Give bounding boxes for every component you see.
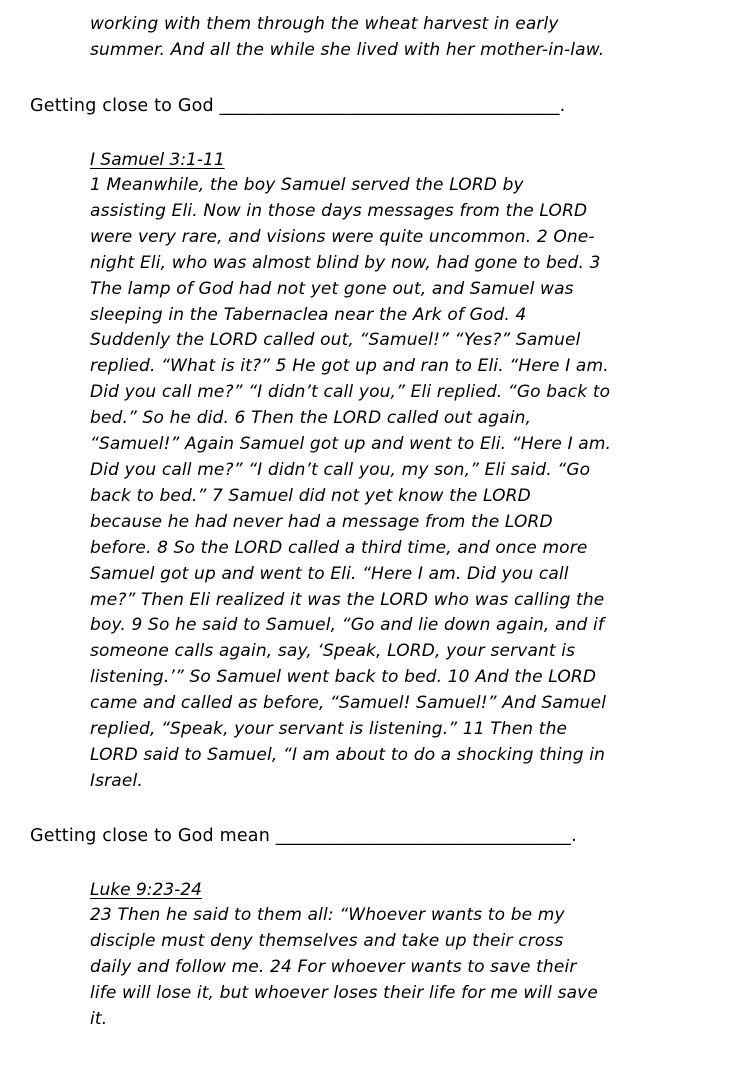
fill-in-heading-2: Getting close to God mean _________________________________. <box>30 826 577 846</box>
scripture-passage-1: 1 Meanwhile, the boy Samuel served the LORD by assisting Eli. Now in those days messages from the LORD were very rare, and visions were quite uncommon. 2 One- night Eli, who was almost blind by now, had gone to bed. 3 The lamp of God had not yet gone out, and Samuel was sleeping in the Tabernaclea near the Ark of God. 4 Suddenly the LORD called out, “Samuel!” “Yes?” Samuel replied. “What is it?” 5 He got up and ran to Eli. “Here I am. Did you call me?” “I didn’t call you,” Eli replied. “Go back to bed.” So he did. 6 Then the LORD called out again, “Samuel!” Again Samuel got up and went to Eli. “Here I am. Did you call me?” “I didn’t call you, my son,” Eli said. “Go back to bed.” 7 Samuel did not yet know the LORD because he had never had a message from the LORD before. 8 So the LORD called a third time, and once more Samuel got up and went to Eli. “Here I am. Did you call me?” Then Eli realized it was the LORD who was calling the boy. 9 So he said to Samuel, “Go and lie down again, and if someone calls again, say, ‘Speak, LORD, your servant is listening.’” So Samuel went back to bed. 10 And the LORD came and called as before, “Samuel! Samuel!” And Samuel replied, “Speak, your servant is listening.” 11 Then the LORD said to Samuel, “I am about to do a shocking thing in Israel. <box>90 175 612 791</box>
scripture-reference-1: I Samuel 3:1-11 <box>90 150 225 170</box>
scripture-passage-2: 23 Then he said to them all: “Whoever wants to be my disciple must deny themselves and take up their cross daily and follow me. 24 For whoever wants to save their life will lose it, but whoever loses their life for me will save it. <box>90 905 598 1029</box>
fill-in-heading-1: Getting close to God ______________________________________. <box>30 96 566 116</box>
intro-continuation-text: working with them through the wheat harvest in early summer. And all the while she lived with her mother-in-law. <box>90 14 605 60</box>
scripture-reference-2: Luke 9:23-24 <box>90 880 202 900</box>
